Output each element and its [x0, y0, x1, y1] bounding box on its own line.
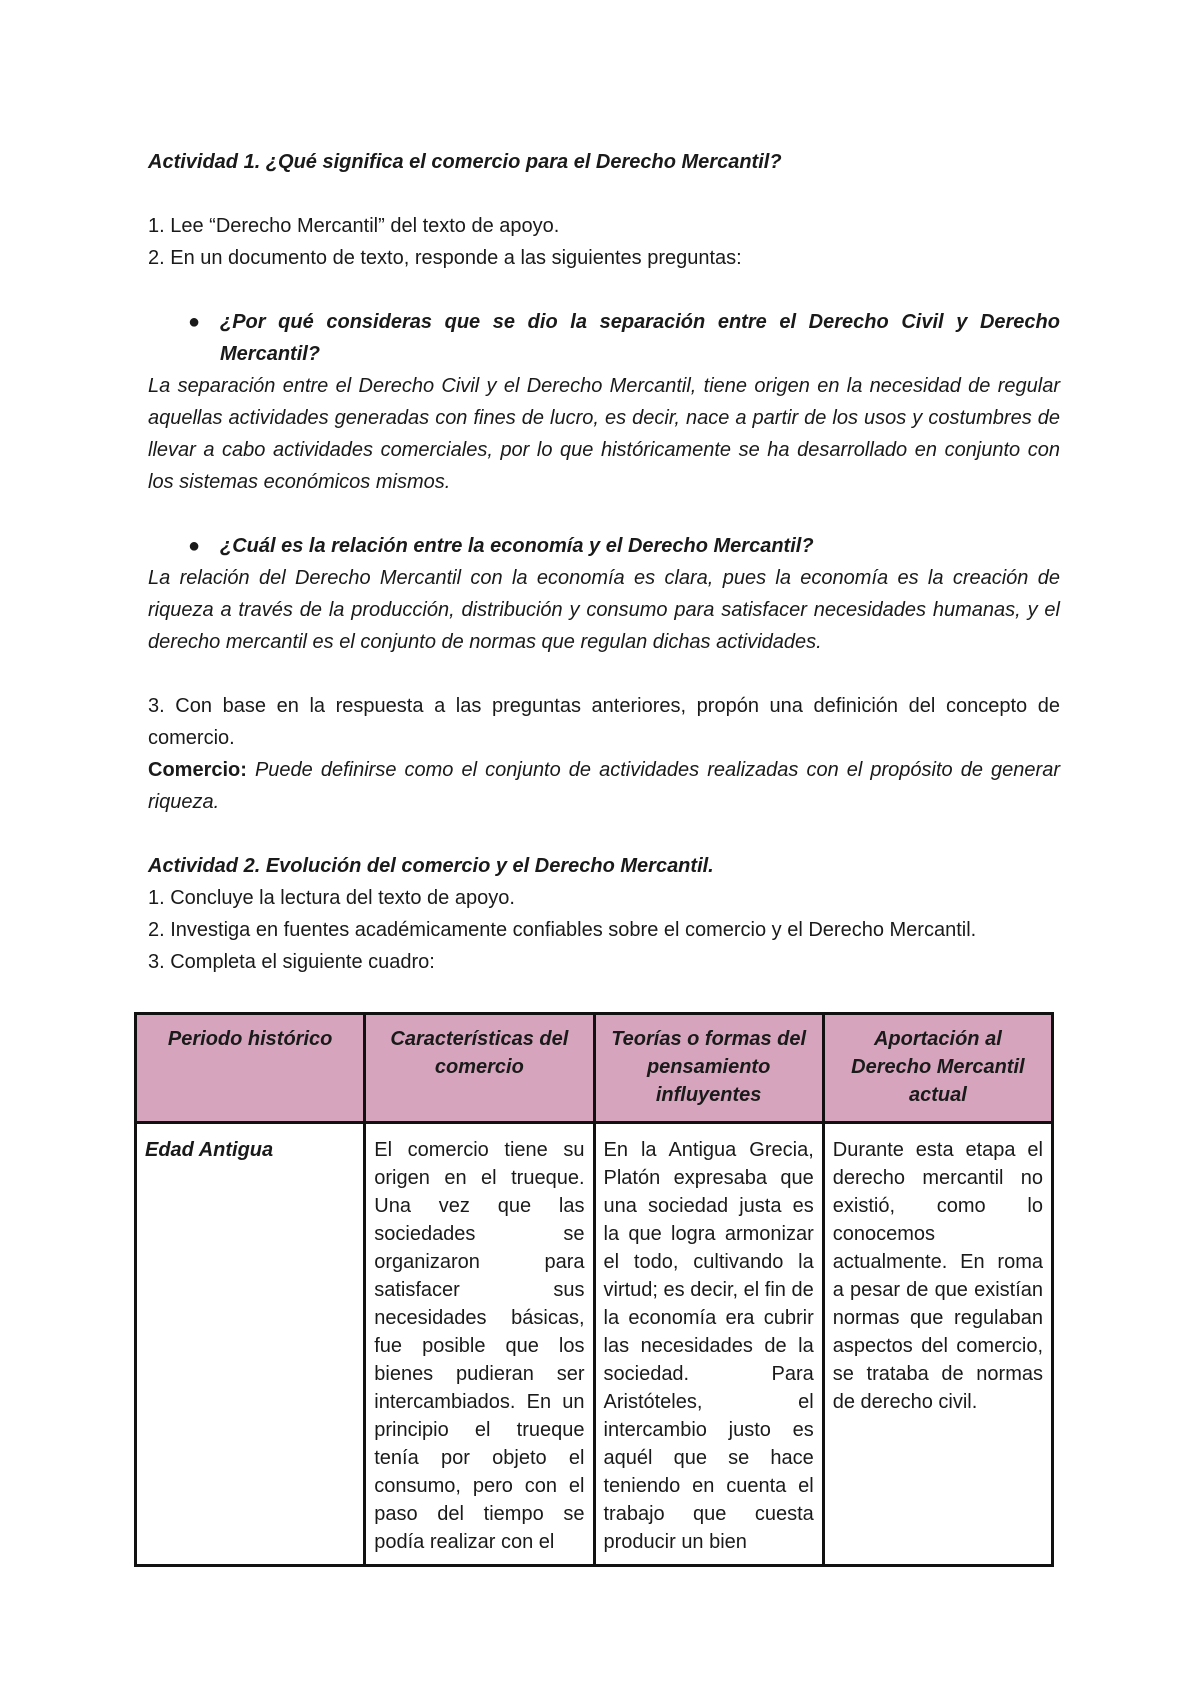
activity-2-title: Actividad 2. Evolución del comercio y el Derecho Mercantil.	[148, 855, 714, 877]
header-theories: Teorías o formas del pensamiento influyentes	[594, 1014, 823, 1123]
cell-contribution: Durante esta etapa el derecho mercantil no existió, como lo conocemos actualmente. En roma a pesar de que existían normas que regulaban aspectos del comercio, se trataba de normas de derecho civil.	[823, 1123, 1052, 1566]
question-1-text: ¿Por qué consideras que se dio la separación entre el Derecho Civil y Derecho Mercantil?	[220, 311, 1060, 365]
comparison-table	[134, 1012, 1054, 1567]
header-characteristics: Características del comercio	[365, 1014, 594, 1123]
activity-2-step-3: 3. Completa el siguiente cuadro:	[148, 951, 435, 973]
question-2	[148, 530, 1060, 562]
activity-1-step-3: 3. Con base en la respuesta a las preguntas anteriores, propón una definición del concepto de comercio.	[148, 695, 1060, 749]
activity-1-step-2: 2. En un documento de texto, responde a las siguientes preguntas:	[148, 247, 742, 269]
question-list-2	[148, 530, 1060, 562]
table-header-row	[136, 1014, 1053, 1123]
question-list	[148, 306, 1060, 370]
cell-characteristics: El comercio tiene su origen en el trueque. Una vez que las sociedades se organizaron para satisfacer sus necesidades básicas, fue posible que los bienes pudieran ser intercambiados. En un principio el trueque tenía por objeto el consumo, pero con el paso del tiempo se podía realizar con el	[365, 1123, 594, 1566]
table-row	[136, 1123, 1053, 1566]
bullet-icon: ●	[188, 535, 201, 557]
answer-2: La relación del Derecho Mercantil con la economía es clara, pues la economía es la creación de riqueza a través de la producción, distribución y consumo para satisfacer necesidades humanas, y el derecho mercantil es el conjunto de normas que regulan dichas actividades.	[148, 567, 1060, 653]
bullet-icon: ●	[188, 311, 201, 333]
activity-1-title: Actividad 1. ¿Qué significa el comercio para el Derecho Mercantil?	[148, 151, 782, 173]
answer-1: La separación entre el Derecho Civil y el Derecho Mercantil, tiene origen en la necesidad de regular aquellas actividades generadas con fines de lucro, es decir, nace a partir de los usos y costumbres de llevar a cabo actividades comerciales, por lo que históricamente se ha desarrollado en conjunto con los sistemas económicos mismos.	[148, 375, 1060, 493]
definition-label: Comercio:	[148, 759, 247, 781]
cell-theories: En la Antigua Grecia, Platón expresaba que una sociedad justa es la que logra armonizar el todo, cultivando la virtud; es decir, el fin de la economía era cubrir las necesidades de la sociedad. Para Aristóteles, el intercambio justo es aquél que se hace teniendo en cuenta el trabajo que cuesta producir un bien	[594, 1123, 823, 1566]
activity-1-step-1: 1. Lee “Derecho Mercantil” del texto de apoyo.	[148, 215, 560, 237]
header-period: Periodo histórico	[136, 1014, 365, 1123]
document-body	[148, 146, 1060, 978]
commerce-definition	[148, 754, 1060, 818]
question-2-text: ¿Cuál es la relación entre la economía y el Derecho Mercantil?	[220, 535, 814, 557]
definition-text: Puede definirse como el conjunto de actividades realizadas con el propósito de generar riqueza.	[148, 759, 1060, 813]
cell-period: Edad Antigua	[136, 1123, 365, 1566]
question-1	[148, 306, 1060, 370]
activity-2-step-1: 1. Concluye la lectura del texto de apoyo.	[148, 887, 515, 909]
header-contribution: Aportación al Derecho Mercantil actual	[823, 1014, 1052, 1123]
activity-2-step-2: 2. Investiga en fuentes académicamente confiables sobre el comercio y el Derecho Mercantil.	[148, 919, 977, 941]
